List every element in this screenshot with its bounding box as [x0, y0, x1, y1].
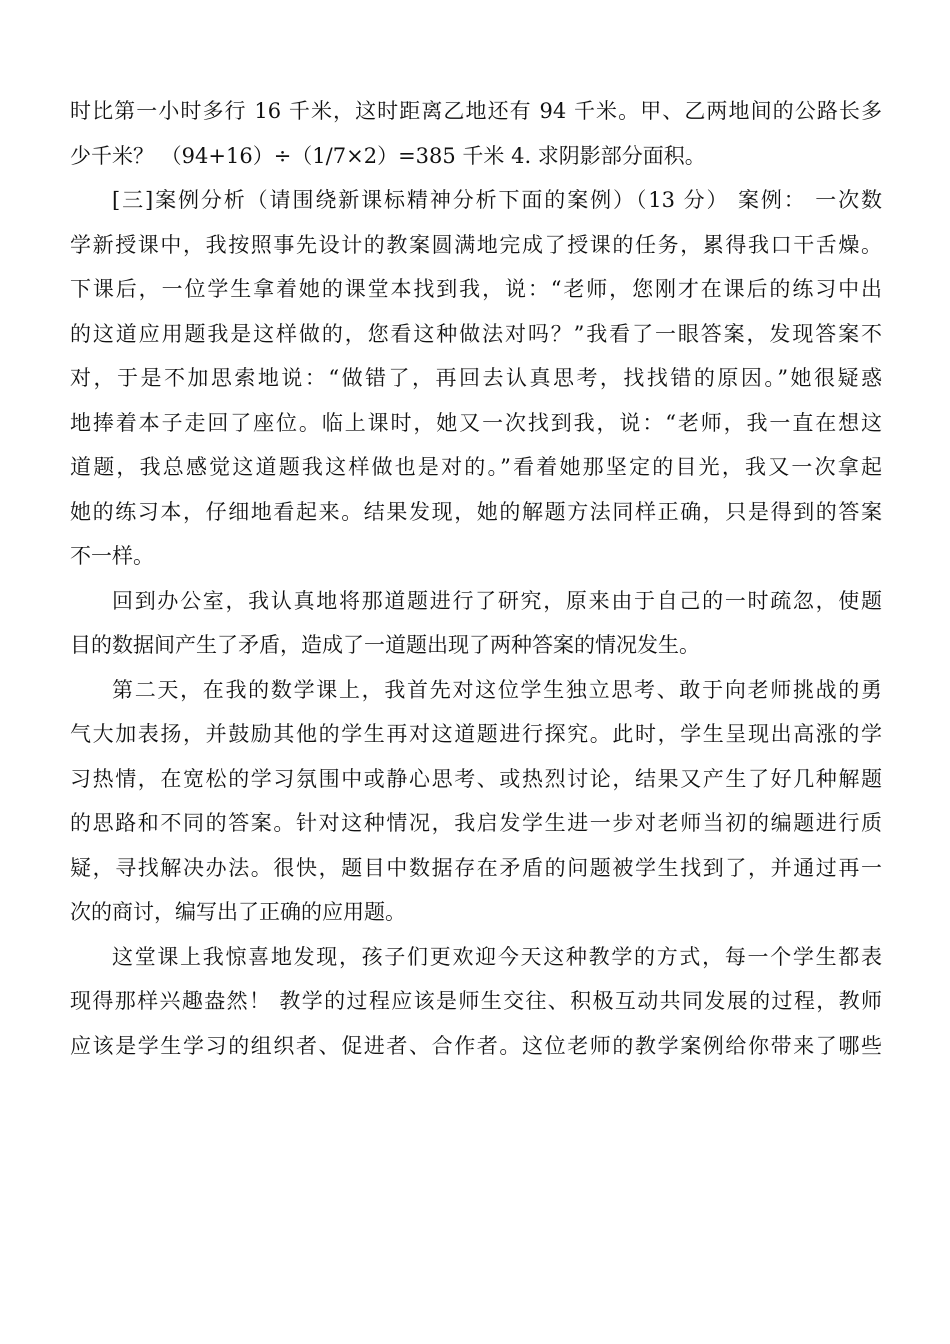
text-line: 习热情，在宽松的学习氛围中或静心思考、或热烈讨论，结果又产生了好几种解题: [70, 766, 882, 791]
text-line: 现得那样兴趣盎然！ 教学的过程应该是师生交往、积极互动共同发展的过程，教师: [70, 989, 882, 1013]
document-page: [70, 89, 882, 1068]
text-line: 的这道应用题我是这样做的，您看这种做法对吗？”我看了一眼答案，发现答案不: [70, 321, 882, 346]
text-line: 气大加表扬，并鼓励其他的学生再对这道题进行探究。此时，学生呈现出高涨的学: [70, 722, 882, 746]
text-line: 第二天，在我的数学课上，我首先对这位学生独立思考、敢于向老师挑战的勇: [112, 677, 882, 702]
paragraph-conclusion: [70, 935, 882, 1069]
text-line: 目的数据间产生了矛盾，造成了一道题出现了两种答案的情况发生。: [70, 633, 700, 657]
text-line: 次的商讨，编写出了正确的应用题。: [70, 900, 406, 924]
text-line: 道题，我总感觉这道题我这样做也是对的。”看着她那坚定的目光，我又一次拿起: [70, 455, 882, 479]
paragraph-case-analysis: [70, 178, 882, 579]
text-line: 地捧着本子走回了座位。临上课时，她又一次找到我，说：“老师，我一直在想这: [70, 410, 882, 435]
text-line: 她的练习本，仔细地看起来。结果发现，她的解题方法同样正确，只是得到的答案: [70, 499, 882, 524]
text-line: 的思路和不同的答案。针对这种情况，我启发学生进一步对老师当初的编题进行质: [70, 811, 882, 835]
text-line: 疑，寻找解决办法。很快，题目中数据存在矛盾的问题被学生找到了，并通过再一: [70, 855, 882, 880]
paragraph-next-day: [70, 668, 882, 935]
paragraph-office-reflection: [70, 579, 882, 668]
paragraph-problem-continuation: [70, 89, 882, 178]
text-line: 学新授课中，我按照事先设计的教案圆满地完成了授课的任务，累得我口干舌燥。: [70, 232, 882, 257]
text-line: 不一样。: [70, 544, 154, 568]
text-line: 对，于是不加思索地说：“做错了，再回去认真思考，找找错的原因。”她很疑惑: [70, 366, 882, 390]
text-line: 应该是学生学习的组织者、促进者、合作者。这位老师的教学案例给你带来了哪些: [70, 1033, 882, 1058]
text-line: [三]案例分析（请围绕新课标精神分析下面的案例）（13 分） 案例： 一次数: [112, 188, 882, 212]
text-line: 少千米？ （94+16）÷（1/7×2）=385 千米 4. 求阴影部分面积。: [70, 143, 706, 168]
text-line: 时比第一小时多行 16 千米，这时距离乙地还有 94 千米。甲、乙两地间的公路长多: [70, 99, 882, 123]
text-line: 这堂课上我惊喜地发现，孩子们更欢迎今天这种教学的方式，每一个学生都表: [112, 944, 882, 969]
text-line: 回到办公室，我认真地将那道题进行了研究，原来由于自己的一时疏忽，使题: [112, 588, 882, 613]
text-line: 下课后，一位学生拿着她的课堂本找到我，说：“老师，您刚才在课后的练习中出: [70, 277, 882, 301]
